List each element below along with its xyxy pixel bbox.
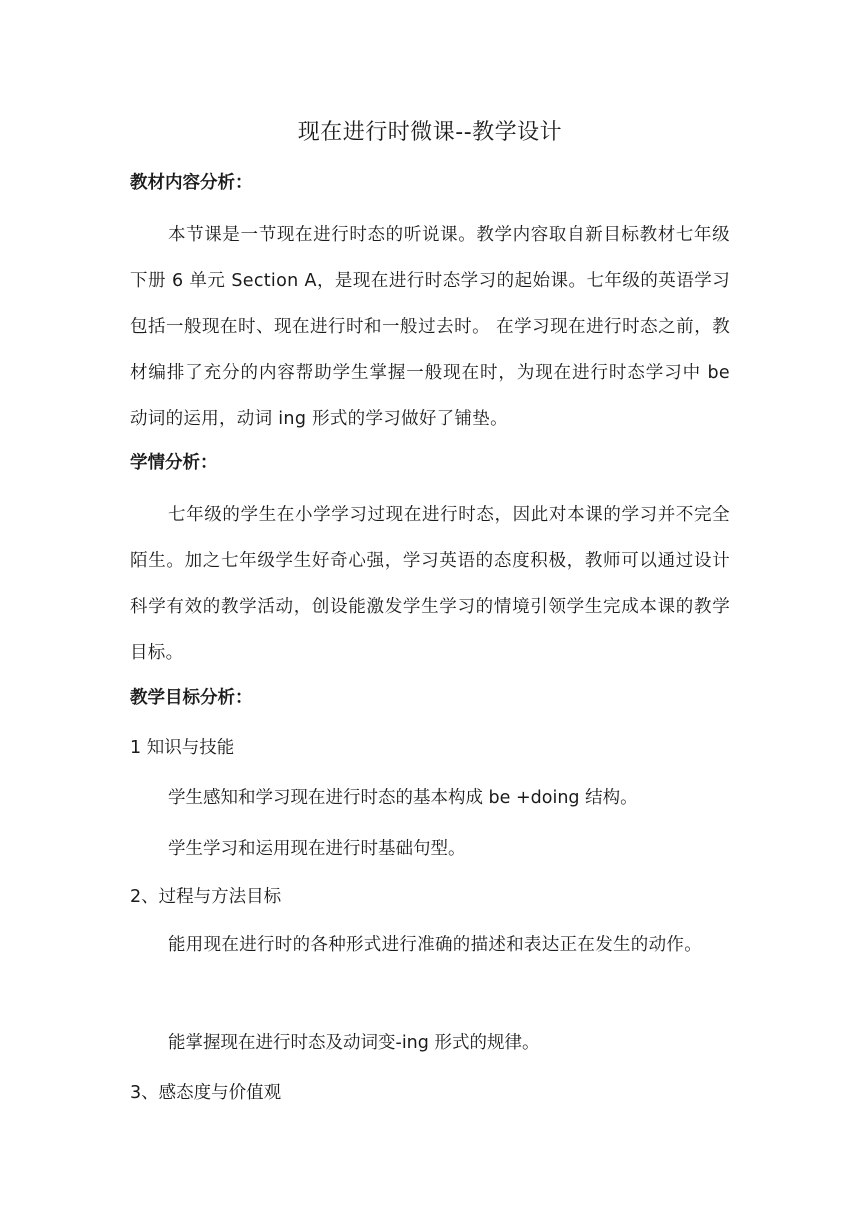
objective-process-item: 能用现在进行时的各种形式进行准确的描述和表达正在发生的动作。 [168, 935, 702, 955]
objective-process-item: 能掌握现在进行时态及动词变-ing 形式的规律。 [168, 1033, 540, 1053]
objective-knowledge-item: 学生感知和学习现在进行时态的基本构成 be +doing 结构。 [168, 788, 638, 808]
objective-knowledge-label: 1 知识与技能 [130, 738, 235, 758]
section-heading-objectives: 教学目标分析： [130, 688, 253, 708]
objective-attitude-label: 3、感态度与价值观 [130, 1083, 282, 1103]
objective-knowledge-item: 学生学习和运用现在进行时基础句型。 [168, 839, 466, 859]
document-title: 现在进行时微课--教学设计 [297, 120, 563, 145]
objective-process-label: 2、过程与方法目标 [130, 887, 282, 907]
paragraph-materials: 本节课是一节现在进行时态的听说课。教学内容取自新目标教材七年级下册 6 单元 Section A，是现在进行时态学习的起始课。七年级的英语学习包括一般现在时、现在进行时和一般过去时。 在学习现在进行时态之前，教材编排了充分的内容帮助学生掌握一般现在时，为现在进行时态学习中 be 动词的运用，动词 ing 形式的学习做好了铺垫。 [130, 225, 730, 429]
section-heading-materials: 教材内容分析： [130, 173, 253, 193]
paragraph-students: 七年级的学生在小学学习过现在进行时态，因此对本课的学习并不完全陌生。加之七年级学生好奇心强，学习英语的态度积极，教师可以通过设计科学有效的教学活动，创设能激发学生学习的情境引领学生完成本课的教学目标。 [130, 505, 730, 663]
section-heading-students: 学情分析： [130, 453, 218, 473]
